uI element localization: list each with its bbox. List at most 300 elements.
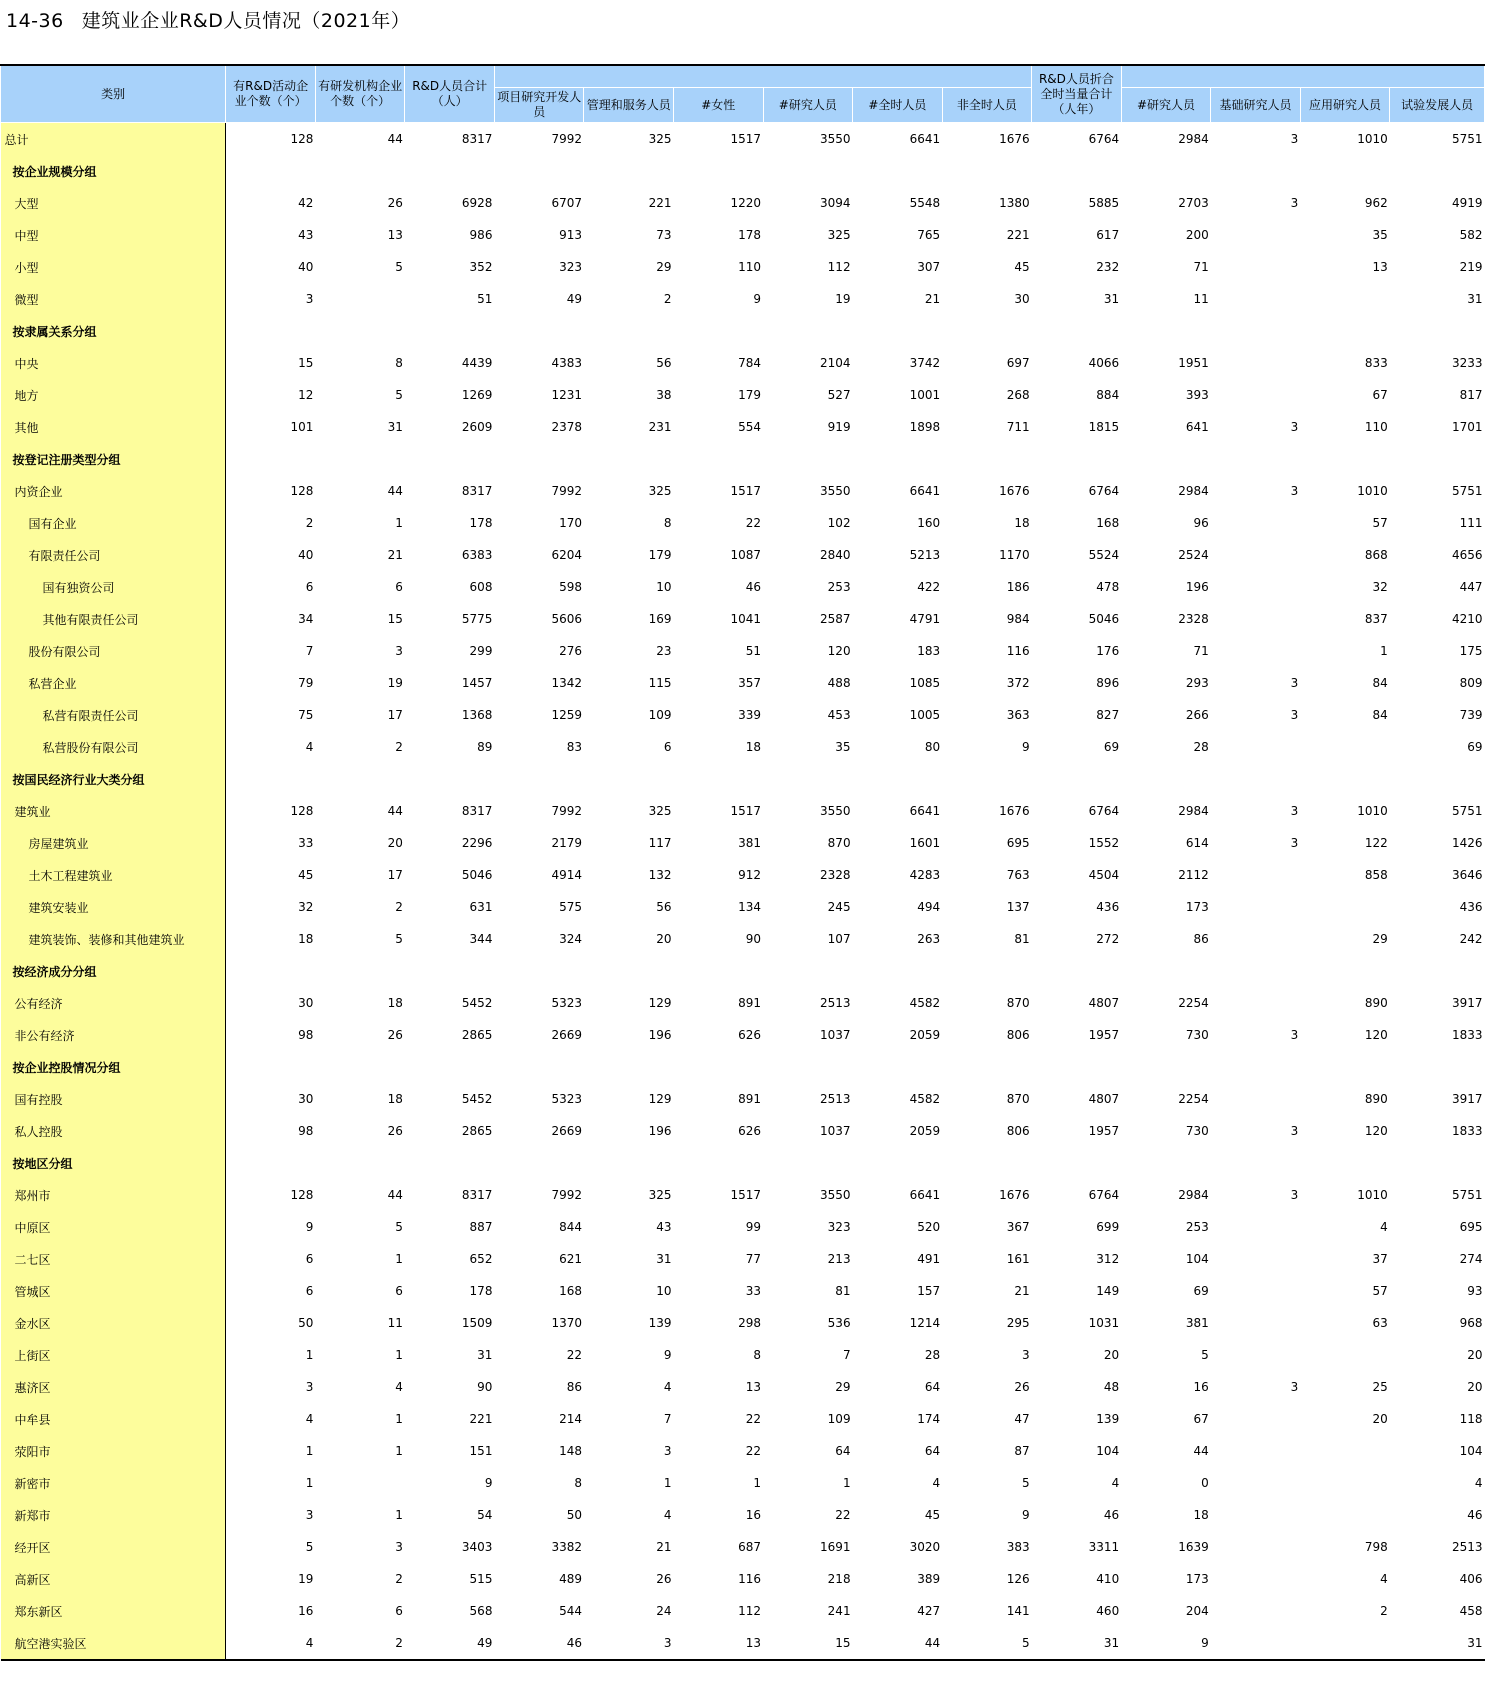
table-number: 14-36	[6, 10, 64, 32]
table-cell: 494	[917, 900, 941, 914]
table-cell: 168	[1096, 516, 1120, 530]
table-row	[1, 987, 1485, 1019]
table-cell: 9	[484, 1476, 493, 1490]
table-cell: 183	[917, 644, 941, 658]
table-cell: 711	[1006, 420, 1030, 434]
table-cell: 695	[1459, 1220, 1483, 1234]
row-label: 微型	[1, 283, 226, 315]
table-cell	[1211, 283, 1301, 315]
table-cell: 120	[827, 644, 851, 658]
table-cell: 4	[1111, 1476, 1120, 1490]
table-title: 建筑业企业R&D人员情况（2021年）	[81, 10, 411, 32]
table-cell	[1211, 1531, 1301, 1563]
table-cell: 46	[745, 580, 762, 594]
table-cell: 3	[1290, 420, 1299, 434]
table-cell: 2	[395, 1572, 403, 1586]
table-cell: 141	[1006, 1604, 1030, 1618]
table-cell: 5606	[551, 612, 582, 626]
table-cell: 54	[477, 1508, 493, 1522]
table-cell	[405, 1051, 495, 1083]
table-cell: 9	[1022, 740, 1030, 754]
table-cell: 31	[1467, 292, 1483, 306]
row-label: 建筑安装业	[1, 891, 226, 923]
header-applied: 应用研究人员	[1300, 88, 1390, 123]
header-enterprises: 有R&D活动企业个数（个）	[226, 65, 316, 123]
table-cell: 293	[1185, 676, 1209, 690]
table-cell	[1390, 763, 1485, 795]
table-cell: 178	[738, 228, 762, 242]
table-cell: 6641	[909, 484, 941, 498]
table-cell	[1211, 731, 1301, 763]
table-cell	[1032, 955, 1122, 987]
table-cell: 173	[1185, 1572, 1209, 1586]
table-cell: 16	[1193, 1380, 1209, 1394]
table-cell: 71	[1193, 260, 1209, 274]
table-cell: 1691	[820, 1540, 851, 1554]
table-row	[1, 667, 1485, 699]
table-cell: 1087	[730, 548, 762, 562]
table-cell	[494, 1147, 584, 1179]
table-cell: 1	[305, 1476, 314, 1490]
table-cell: 489	[559, 1572, 582, 1586]
table-cell: 3233	[1451, 356, 1483, 370]
table-row	[1, 1403, 1485, 1435]
table-cell: 11	[387, 1316, 403, 1330]
table-cell: 4	[395, 1380, 403, 1394]
header-basic: 基础研究人员	[1211, 88, 1301, 123]
table-cell	[1300, 731, 1390, 763]
table-cell: 6	[395, 1284, 403, 1298]
table-cell	[315, 155, 405, 187]
table-cell: 765	[917, 228, 941, 242]
table-cell: 122	[1364, 836, 1388, 850]
table-cell: 2865	[461, 1124, 493, 1138]
table-cell: 6383	[461, 548, 493, 562]
table-cell	[1121, 955, 1211, 987]
table-cell: 4791	[909, 612, 941, 626]
table-cell: 5	[1022, 1476, 1030, 1490]
table-cell: 697	[1006, 356, 1030, 370]
row-label: 中原区	[1, 1211, 226, 1243]
table-cell: 3	[395, 644, 403, 658]
table-cell: 4807	[1088, 996, 1120, 1010]
table-cell	[405, 443, 495, 475]
table-cell: 1031	[1088, 1316, 1120, 1330]
table-cell	[584, 955, 674, 987]
table-cell: 5046	[461, 868, 493, 882]
table-cell: 129	[648, 996, 672, 1010]
row-label: 国有控股	[1, 1083, 226, 1115]
table-cell: 307	[917, 260, 941, 274]
table-cell: 9	[753, 292, 762, 306]
row-label: 非公有经济	[1, 1019, 226, 1051]
table-row	[1, 347, 1485, 379]
table-row	[1, 1243, 1485, 1275]
table-cell: 6	[395, 1604, 403, 1618]
table-cell: 20	[387, 836, 403, 850]
table-cell	[853, 763, 943, 795]
table-cell: 554	[738, 420, 762, 434]
table-cell	[763, 443, 853, 475]
table-cell: 1898	[909, 420, 941, 434]
table-cell	[1211, 379, 1301, 411]
table-cell: 367	[1006, 1220, 1030, 1234]
row-label: 中央	[1, 347, 226, 379]
table-row	[1, 411, 1485, 443]
table-cell: 4383	[551, 356, 582, 370]
table-cell: 93	[1467, 1284, 1483, 1298]
table-cell: 1676	[999, 484, 1030, 498]
table-cell: 245	[827, 900, 851, 914]
table-cell: 3	[305, 1508, 314, 1522]
table-cell: 49	[405, 1627, 495, 1660]
table-cell: 46	[1103, 1508, 1120, 1522]
table-cell: 69	[1103, 740, 1120, 754]
row-label: 国有企业	[1, 507, 226, 539]
table-row	[1, 795, 1485, 827]
table-cell: 1517	[730, 132, 762, 146]
table-cell: 5452	[461, 1092, 493, 1106]
header-fulltime: #全时人员	[853, 88, 943, 123]
table-cell: 109	[827, 1412, 851, 1426]
table-cell: 174	[917, 1412, 941, 1426]
table-cell: 31	[477, 1348, 493, 1362]
table-cell: 31	[1390, 1627, 1485, 1660]
table-cell	[1211, 763, 1301, 795]
table-cell: 2296	[461, 836, 493, 850]
table-cell: 253	[827, 580, 851, 594]
table-cell: 232	[1096, 260, 1120, 274]
table-cell: 739	[1459, 708, 1483, 722]
table-cell: 111	[1459, 516, 1483, 530]
table-cell	[1032, 443, 1122, 475]
table-cell: 2328	[820, 868, 851, 882]
table-cell: 3	[663, 1444, 672, 1458]
table-cell: 178	[469, 516, 493, 530]
table-cell	[1300, 1051, 1390, 1083]
table-cell: 298	[738, 1316, 762, 1330]
table-cell	[1211, 635, 1301, 667]
table-cell: 1005	[909, 708, 941, 722]
table-cell: 263	[917, 932, 941, 946]
table-cell	[763, 315, 853, 347]
table-cell: 410	[1096, 1572, 1120, 1586]
table-cell	[1390, 315, 1485, 347]
table-cell: 50	[298, 1316, 314, 1330]
table-cell: 1	[395, 516, 403, 530]
table-cell: 986	[469, 228, 493, 242]
table-cell: 274	[1459, 1252, 1483, 1266]
table-cell	[405, 315, 495, 347]
table-cell: 157	[917, 1284, 941, 1298]
table-cell: 598	[559, 580, 582, 594]
table-cell: 51	[745, 644, 762, 658]
table-cell: 2865	[461, 1028, 493, 1042]
table-cell: 3	[584, 1627, 674, 1660]
table-cell: 352	[469, 260, 493, 274]
table-cell: 5751	[1451, 132, 1483, 146]
table-cell	[1300, 1467, 1390, 1499]
table-cell: 200	[1185, 228, 1209, 242]
table-cell: 295	[1006, 1316, 1030, 1330]
group-label: 按地区分组	[1, 1147, 226, 1179]
table-cell: 4807	[1088, 1092, 1120, 1106]
table-cell: 4	[663, 1380, 672, 1394]
table-cell: 2513	[1451, 1540, 1483, 1554]
table-cell: 381	[1185, 1316, 1209, 1330]
table-cell: 3020	[909, 1540, 941, 1554]
table-cell: 20	[1372, 1412, 1388, 1426]
table-cell: 325	[648, 484, 672, 498]
table-cell: 22	[745, 1412, 762, 1426]
table-cell: 26	[1014, 1380, 1030, 1394]
table-cell: 128	[290, 1188, 314, 1202]
row-label: 公有经济	[1, 987, 226, 1019]
table-cell: 75	[298, 708, 314, 722]
table-cell: 33	[745, 1284, 762, 1298]
table-cell: 221	[469, 1412, 493, 1426]
table-cell: 1010	[1357, 132, 1388, 146]
table-cell: 2513	[820, 996, 851, 1010]
table-cell: 458	[1459, 1604, 1483, 1618]
table-cell: 422	[917, 580, 941, 594]
table-cell: 962	[1364, 196, 1388, 210]
table-cell: 20	[1467, 1380, 1483, 1394]
table-cell: 1552	[1088, 836, 1120, 850]
table-cell: 7992	[551, 132, 582, 146]
table-cell	[1300, 955, 1390, 987]
table-cell: 241	[827, 1604, 851, 1618]
table-cell: 10	[656, 1284, 672, 1298]
table-group-row	[1, 155, 1485, 187]
table-cell: 858	[1364, 868, 1388, 882]
table-cell	[1211, 251, 1301, 283]
table-cell: 19	[387, 676, 403, 690]
row-label: 二七区	[1, 1243, 226, 1275]
row-label: 中型	[1, 219, 226, 251]
page-title	[6, 6, 410, 33]
table-cell: 870	[827, 836, 851, 850]
table-cell: 6641	[909, 132, 941, 146]
table-cell: 132	[648, 868, 672, 882]
table-cell: 344	[469, 932, 493, 946]
table-cell	[315, 763, 405, 795]
table-cell: 1259	[551, 708, 582, 722]
table-cell: 2840	[820, 548, 851, 562]
table-cell: 4656	[1451, 548, 1483, 562]
table-cell: 3550	[820, 1188, 851, 1202]
table-cell: 5885	[1088, 196, 1120, 210]
table-cell	[674, 155, 764, 187]
table-cell: 21	[1014, 1284, 1030, 1298]
table-row	[1, 827, 1485, 859]
table-cell	[226, 1051, 316, 1083]
table-cell: 614	[1185, 836, 1209, 850]
table-cell: 40	[298, 260, 314, 274]
table-cell: 161	[1006, 1252, 1030, 1266]
table-cell: 641	[1185, 420, 1209, 434]
table-cell: 115	[648, 676, 672, 690]
table-cell: 63	[1372, 1316, 1388, 1330]
table-cell: 784	[738, 356, 762, 370]
table-cell: 515	[469, 1572, 493, 1586]
table-cell: 2984	[1178, 484, 1209, 498]
table-cell: 406	[1459, 1572, 1483, 1586]
table-cell	[494, 1051, 584, 1083]
table-cell: 213	[827, 1252, 851, 1266]
table-cell	[1211, 571, 1301, 603]
table-cell	[1211, 1339, 1301, 1371]
table-cell: 1701	[1451, 420, 1483, 434]
table-cell: 25	[1372, 1380, 1388, 1394]
table-cell: 221	[648, 196, 672, 210]
table-cell	[1390, 1051, 1485, 1083]
table-cell: 2	[315, 1627, 405, 1660]
table-cell: 325	[648, 804, 672, 818]
table-cell: 3311	[1088, 1540, 1120, 1554]
table-cell: 323	[559, 260, 582, 274]
table-cell: 868	[1364, 548, 1388, 562]
table-cell: 4914	[551, 868, 582, 882]
row-label: 高新区	[1, 1563, 226, 1595]
table-cell: 6707	[551, 196, 582, 210]
table-cell: 87	[1014, 1444, 1030, 1458]
table-cell: 3	[1290, 676, 1299, 690]
table-cell: 149	[1096, 1284, 1120, 1298]
table-cell	[315, 1147, 405, 1179]
table-row	[1, 1499, 1485, 1531]
table-cell: 112	[738, 1604, 762, 1618]
table-cell: 15	[298, 356, 314, 370]
table-cell: 695	[1006, 836, 1030, 850]
table-cell: 30	[298, 1092, 314, 1106]
table-cell: 175	[1459, 644, 1483, 658]
table-cell: 21	[924, 292, 941, 306]
table-row	[1, 1339, 1485, 1371]
table-cell	[1121, 315, 1211, 347]
table-cell: 1	[663, 1476, 672, 1490]
table-cell: 40	[298, 548, 314, 562]
table-row	[1, 187, 1485, 219]
table-cell	[853, 443, 943, 475]
table-cell: 112	[827, 260, 851, 274]
table-row	[1, 731, 1485, 763]
table-cell: 67	[1193, 1412, 1209, 1426]
table-row	[1, 219, 1485, 251]
table-cell: 890	[1364, 996, 1388, 1010]
table-cell: 2609	[461, 420, 493, 434]
table-cell: 2112	[1178, 868, 1209, 882]
table-cell: 8317	[461, 804, 493, 818]
table-cell: 3	[305, 292, 314, 306]
table-cell: 389	[917, 1572, 941, 1586]
table-cell: 4283	[909, 868, 941, 882]
table-row	[1, 1211, 1485, 1243]
table-cell: 57	[1372, 1284, 1388, 1298]
table-cell: 44	[853, 1627, 943, 1660]
row-label: 建筑业	[1, 795, 226, 827]
table-cell: 3646	[1451, 868, 1483, 882]
table-cell: 13	[1372, 260, 1388, 274]
table-cell	[763, 155, 853, 187]
row-label: 有限责任公司	[1, 539, 226, 571]
table-cell	[405, 155, 495, 187]
header-experimental: 试验发展人员	[1390, 88, 1485, 123]
table-cell: 2	[305, 516, 314, 530]
table-cell: 1	[395, 1444, 403, 1458]
table-cell: 809	[1459, 676, 1483, 690]
table-cell: 1517	[730, 1188, 762, 1202]
row-label: 郑州市	[1, 1179, 226, 1211]
table-cell: 3403	[461, 1540, 493, 1554]
table-cell	[584, 155, 674, 187]
table-cell: 3550	[820, 132, 851, 146]
table-row	[1, 251, 1485, 283]
table-cell: 8	[753, 1348, 762, 1362]
table-cell: 1833	[1451, 1028, 1483, 1042]
table-cell: 50	[566, 1508, 582, 1522]
table-cell	[226, 443, 316, 475]
table-cell: 3550	[820, 804, 851, 818]
table-cell: 47	[1014, 1412, 1030, 1426]
table-cell: 2	[1380, 1604, 1388, 1618]
table-cell	[405, 955, 495, 987]
table-cell: 325	[648, 1188, 672, 1202]
table-cell: 18	[387, 1092, 403, 1106]
table-row	[1, 891, 1485, 923]
table-cell: 427	[917, 1604, 941, 1618]
row-label: 土木工程建筑业	[1, 859, 226, 891]
table-cell: 45	[298, 868, 314, 882]
table-cell	[584, 315, 674, 347]
table-cell: 45	[924, 1508, 941, 1522]
table-cell: 242	[1459, 932, 1483, 946]
table-group-row	[1, 1147, 1485, 1179]
table-cell: 806	[1006, 1028, 1030, 1042]
table-cell: 575	[559, 900, 582, 914]
table-cell: 44	[387, 484, 403, 498]
table-cell: 2984	[1178, 132, 1209, 146]
table-cell: 64	[924, 1444, 941, 1458]
table-cell: 3	[1290, 1124, 1299, 1138]
table-cell: 1	[842, 1476, 851, 1490]
header-empty-group-2	[1121, 65, 1484, 88]
table-cell: 652	[469, 1252, 493, 1266]
table-cell: 1517	[730, 484, 762, 498]
table-cell	[1121, 155, 1211, 187]
row-label: 房屋建筑业	[1, 827, 226, 859]
table-cell	[1211, 1403, 1301, 1435]
table-cell: 104	[1096, 1444, 1120, 1458]
table-cell: 73	[656, 228, 672, 242]
table-cell: 1220	[730, 196, 762, 210]
table-cell: 1	[395, 1348, 403, 1362]
table-cell: 913	[559, 228, 582, 242]
table-cell: 5046	[1088, 612, 1120, 626]
rd-personnel-table	[0, 64, 1485, 1661]
header-institutions: 有研发机构企业个数（个）	[315, 65, 405, 123]
table-cell: 8	[395, 356, 403, 370]
table-cell: 5	[395, 260, 403, 274]
row-label: 私营股份有限公司	[1, 731, 226, 763]
row-label: 荥阳市	[1, 1435, 226, 1467]
table-cell: 544	[559, 1604, 582, 1618]
table-group-row	[1, 763, 1485, 795]
table-body	[1, 123, 1485, 1661]
row-label: 中牟县	[1, 1403, 226, 1435]
table-cell: 30	[298, 996, 314, 1010]
table-cell: 1676	[999, 1188, 1030, 1202]
